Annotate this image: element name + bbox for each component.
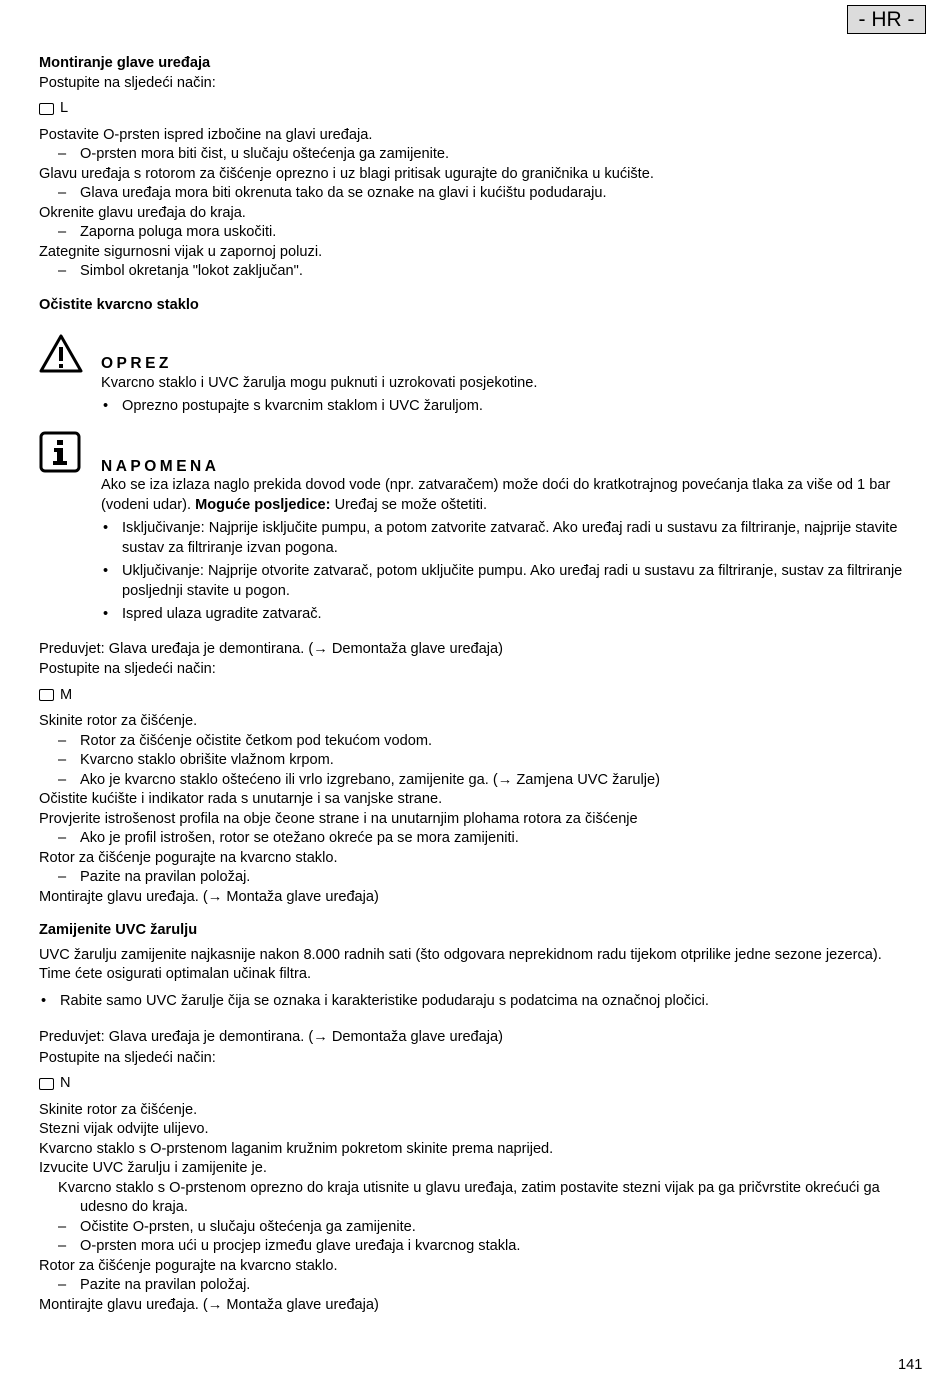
info-note-icon bbox=[39, 431, 81, 473]
section-title-mount-head: Montiranje glave uređaja bbox=[39, 55, 211, 71]
sub-instruction: – Rotor za čišćenje očistite četkom pod tekućom vodom. bbox=[39, 732, 914, 752]
page-content bbox=[39, 54, 914, 1315]
instruction-line: Okrenite glavu uređaja do kraja. bbox=[39, 204, 246, 221]
sub-instruction: – O-prsten mora ući u procjep između glave uređaja i kvarcnog stakla. bbox=[39, 1237, 914, 1257]
figure-box-icon bbox=[39, 1078, 54, 1090]
note-text: Ako se iza izlaza naglo prekida dovod vode (npr. zatvaračem) može doći do kratkotrajnog povećanja tlaka za više od 1 bar (vodeni udar). Moguće posljedice: Uređaj se može oštetiti. bbox=[101, 477, 891, 513]
language-tag: - HR - bbox=[847, 5, 926, 34]
instruction-line: Glavu uređaja s rotorom za čišćenje oprezno i uz blagi pritisak ugurajte do graničnika u kućište. bbox=[39, 165, 654, 182]
caution-callout bbox=[39, 334, 914, 417]
sub-instruction: – Ako je kvarcno staklo oštećeno ili vrlo izgrebano, zamijenite ga. (→ Zamjena UVC žarulje) bbox=[39, 771, 914, 791]
instruction-line: Rotor za čišćenje pogurajte na kvarcno staklo. bbox=[39, 849, 338, 866]
caution-bullet: • Oprezno postupajte s kvarcnim staklom i UVC žaruljom. bbox=[101, 397, 914, 417]
step-reference bbox=[39, 1074, 914, 1094]
sub-instruction: – Očistite O-prsten, u slučaju oštećenja ga zamijenite. bbox=[39, 1218, 914, 1238]
instruction-list bbox=[39, 126, 914, 282]
sub-instruction: – Kvarcno staklo obrišite vlažnom krpom. bbox=[39, 751, 914, 771]
sub-instruction: – Zaporna poluga mora uskočiti. bbox=[39, 223, 914, 243]
sub-instruction: – Pazite na pravilan položaj. bbox=[39, 868, 914, 888]
instruction-line: Stezni vijak odvijte ulijevo. bbox=[39, 1121, 209, 1137]
precondition-text: Preduvjet: Glava uređaja je demontirana. (→ Demontaža glave uređaja) bbox=[39, 640, 504, 657]
precondition-text: Preduvjet: Glava uređaja je demontirana. (→ Demontaža glave uređaja) bbox=[39, 1029, 504, 1045]
sub-instruction: – Pazite na pravilan položaj. bbox=[39, 1276, 914, 1296]
instruction-line: Skinite rotor za čišćenje. bbox=[39, 713, 198, 729]
note-bullet-list bbox=[101, 519, 914, 625]
section-intro: Postupite na sljedeći način: bbox=[39, 1049, 216, 1066]
step-label: N bbox=[60, 1075, 71, 1091]
instruction-line: Montirajte glavu uređaja. (→ Montaža glave uređaja) bbox=[39, 888, 379, 905]
instruction-line: Očistite kućište i indikator rada s unutarnje i sa vanjske strane. bbox=[39, 791, 443, 807]
instruction-line: Rotor za čišćenje pogurajte na kvarcno staklo. bbox=[39, 1257, 338, 1274]
instruction-line: Montirajte glavu uređaja. (→ Montaža glave uređaja) bbox=[39, 1296, 379, 1313]
note-title: NAPOMENA bbox=[101, 457, 220, 475]
section-title-clean-quartz: Očistite kvarcno staklo bbox=[39, 296, 199, 313]
instruction-line: Izvucite UVC žarulju i zamijenite je. bbox=[39, 1160, 267, 1176]
warning-triangle-icon bbox=[39, 334, 83, 374]
instruction-line: Skinite rotor za čišćenje. bbox=[39, 1101, 198, 1118]
note-bullet: • Uključivanje: Najprije otvorite zatvarač, potom uključite pumpu. Ako uređaj radi u sustavu za filtriranje, sustav za filtriranje posljednji stavite u pogon. bbox=[101, 562, 914, 601]
caution-text: Kvarcno staklo i UVC žarulja mogu puknuti i uzrokovati posjekotine. bbox=[101, 374, 538, 391]
caution-title: OPREZ bbox=[101, 355, 172, 372]
step-reference bbox=[39, 99, 914, 119]
section-intro: Postupite na sljedeći način: bbox=[39, 661, 216, 677]
sub-instruction: – Ako je profil istrošen, rotor se otežano okreće pa se mora zamijeniti. bbox=[39, 829, 914, 849]
instruction-list bbox=[39, 712, 914, 907]
sub-instruction: – Simbol okretanja "lokot zaključan". bbox=[39, 262, 914, 282]
instruction-list bbox=[39, 1101, 914, 1316]
page-number: 141 bbox=[898, 1357, 923, 1373]
step-label: L bbox=[60, 100, 69, 116]
instruction-line: Kvarcno staklo s O-prstenom laganim kružnim pokretom skinite prema naprijed. bbox=[39, 1140, 554, 1157]
note-callout bbox=[39, 431, 914, 625]
instruction-line: Postavite O-prsten ispred izbočine na glavi uređaja. bbox=[39, 126, 373, 143]
note-bullet: • Isključivanje: Najprije isključite pumpu, a potom zatvorite zatvarač. Ako uređaj radi u sustavu za filtriranje, najprije stavite sustav za filtriranje izvan pogona. bbox=[101, 519, 914, 558]
section-intro: Postupite na sljedeći način: bbox=[39, 74, 216, 91]
note-consequence-label: Moguće posljedice: bbox=[195, 496, 331, 513]
instruction-line: Provjerite istrošenost profila na obje čeone strane i na unutarnjim plohama rotora za čišćenje bbox=[39, 810, 638, 827]
instruction-line: Zategnite sigurnosni vijak u zapornoj poluzi. bbox=[39, 243, 323, 260]
sub-instruction: – O-prsten mora biti čist, u slučaju oštećenja ga zamijenite. bbox=[39, 145, 914, 165]
section-bullet: • Rabite samo UVC žarulje čija se oznaka i karakteristike podudaraju s podatcima na označnoj pločici. bbox=[39, 992, 914, 1012]
section-title-replace-uvc: Zamijenite UVC žarulju bbox=[39, 922, 198, 938]
note-bullet: • Ispred ulaza ugradite zatvarač. bbox=[101, 605, 914, 625]
figure-box-icon bbox=[39, 689, 54, 701]
step-reference bbox=[39, 686, 914, 706]
figure-box-icon bbox=[39, 103, 54, 115]
section-paragraph: UVC žarulju zamijenite najkasnije nakon 8.000 radnih sati (što odgovara neprekidnom radu tijekom otprilike jedne sezone jezerca). Time ćete osigurati optimalan učinak filtra. bbox=[39, 946, 882, 982]
sub-instruction: – Glava uređaja mora biti okrenuta tako da se oznake na glavi i kućištu podudaraju. bbox=[39, 184, 914, 204]
step-label: M bbox=[60, 686, 73, 703]
instruction-line: Kvarcno staklo s O-prstenom oprezno do kraja utisnite u glavu uređaja, zatim postavite stezni vijak pa ga pričvrstite okrećući ga udesno do kraja. bbox=[58, 1179, 880, 1215]
